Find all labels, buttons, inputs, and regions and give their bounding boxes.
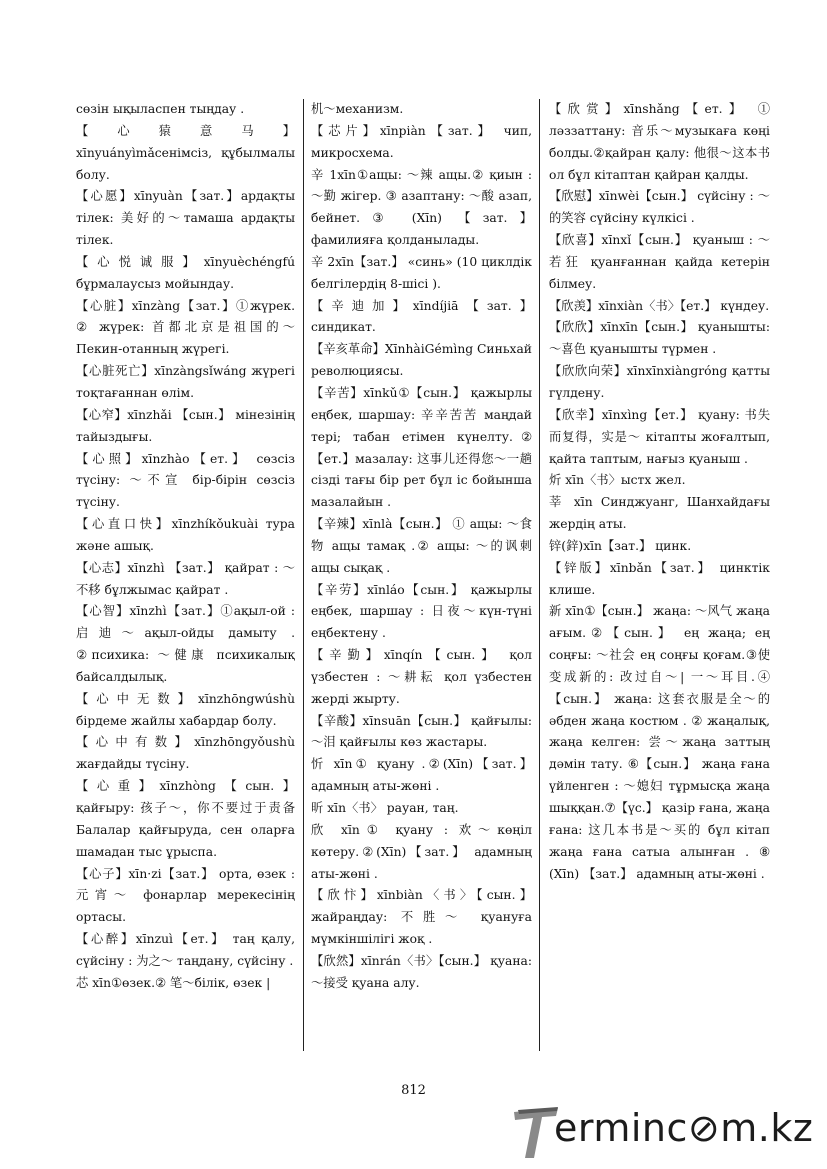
dictionary-entry: 【辛劳】xīnláo【сын.】 қажырлы еңбек, шаршау : 日夜～күн-түні еңбектену .: [311, 582, 532, 641]
dictionary-entry: 【心重】xīnzhòng【сын.】 қайғыру: 孩子～，你不要过于责备 Балалар қайғыруда, сен оларға шамадан тыс ұрыспа.: [76, 779, 295, 859]
dictionary-entry: 昕 xīn〈书〉 рауан, таң.: [311, 801, 459, 815]
dictionary-entry: 【心脏】xīnzàng【зат.】①жүрек. ② жүрек: 首都北京是祖国的～ Пекин-отанның жүрегі.: [76, 298, 295, 357]
dictionary-entry: 【欣忭】xīnbiàn〈书〉【сын.】 жайраңдау: 不胜～ қуануға мүмкіншілігі жоқ .: [311, 888, 532, 947]
dictionary-entry: 【心愿】xīnyuàn【зат.】ардақты тілек: 美好的～тамаша ардақты тілек.: [76, 189, 295, 248]
dictionary-entry: 【欣欣向荣】xīnxīnxiàngróng қатты гүлдену.: [549, 364, 770, 400]
column-divider: [539, 99, 540, 1051]
dictionary-entry: 【辛勤】xīnqín【сын.】 қол үзбестен : ～耕耘 қол үзбестен жерді жырту.: [311, 648, 532, 706]
column-middle: [311, 99, 532, 995]
dictionary-entry: 辛 2xīn【зат.】 «синь» (10 циклдік белгілердің 8-шісі ).: [311, 254, 532, 291]
dictionary-entry: 锌(鋅)xīn【зат.】 цинк.: [549, 538, 692, 553]
watermark-text: erminc⊘m.kz: [554, 1106, 814, 1150]
dictionary-entry: 【心脏死亡】xīnzàngsǐwáng жүрегі тоқтағаннан өлім.: [76, 364, 295, 400]
column-left: [76, 99, 295, 995]
dictionary-entry: 【 心 猿 意 马 】 xīnyuányìmǎсенімсіз, құбылмалы болу.: [76, 123, 295, 182]
dictionary-entry: 【心子】xīn·zi【зат.】 орта, өзек : 元宵～ фонарлар мерекесінің ортасы.: [76, 866, 295, 925]
dictionary-entry: 新 xīn①【сын.】 жаңа: ～风气 жаңа ағым.②【сын.】 ең жаңа; ең соңғы: ～社会 ең соңғы қоғам.③使变成新的: 改过自～| 一～耳目.④【сын.】 жаңа: 这套衣服是全～的 әбден жаңа костюм . ② жаңалық, жаңа келген: 尝～жаңа заттың дәмін тату. ⑥【сын.】 жаңа ғана үйленген : ～媳妇 тұрмысқа жаңа шыққан.⑦【үс.】 қазір ғана, жаңа ғана: 这几本书是～买的 бұл кітап жаңа ғана сатыа алынған . ⑧ (Xīn) 【зат.】 адамның аты-жөні .: [549, 604, 770, 881]
dictionary-entry: 【芯片】xīnpiàn【зат.】 чип, микросхема.: [311, 123, 532, 160]
page-number: 812: [401, 1083, 426, 1098]
dictionary-entry: 【欣幸】xīnxìng【ет.】 қуану: 书失而复得，实是～ кітапты жоғалтып, қайта таптым, нағыз қуаныш .: [549, 407, 770, 466]
dictionary-entry: 【欣慰】xīnwèi【сын.】 сүйсіну : ～的笑容 сүйсіну күлкісі .: [549, 189, 770, 226]
dictionary-entry: 【心照】xīnzhào【ет.】 сөзсіз түсіну: ～不宣 бір-бірін сөзсіз түсіну.: [76, 451, 295, 510]
dictionary-entry: 【欣喜】xīnxǐ【сын.】 қуаныш : ～若狂 қуанғаннан қайда кетерін білмеу.: [549, 233, 770, 291]
dictionary-entry: 【心直口快】xīnzhíkǒukuài тура және ашық.: [76, 517, 295, 553]
dictionary-entry: 【心中有数】xīnzhōngyǒushù жағдайды түсіну.: [76, 735, 295, 772]
dictionary-entry: сөзін ықыласпен тыңдау .: [76, 102, 245, 116]
dictionary-entry: 炘 xīn〈书〉ыстх жел.: [549, 473, 686, 488]
column-divider: [303, 99, 304, 1051]
column-right: [549, 99, 770, 885]
dictionary-entry: 芯 xīn①өзек.② 笔～білік, өзек |: [76, 975, 271, 990]
dictionary-entry: 【辛迪加】xīndíjiā【зат.】 синдикат.: [311, 298, 532, 335]
dictionary-entry: 【辛酸】xīnsuān【сын.】 қайғылы: ～泪 қайғылы көз жастары.: [311, 713, 532, 750]
dictionary-entry: 【欣欣】xīnxīn【сын.】 қуанышты: ～喜色 қуанышты түрмен .: [549, 320, 770, 357]
dictionary-entry: 【心悦诚服】xīnyuèchéngfú бұрмалаусыз мойындау.: [76, 254, 295, 291]
dictionary-entry: 忻 xīn① қуану .②(Xīn)【зат.】 адамның аты-жөні .: [311, 757, 532, 794]
dictionary-entry: 【心醉】xīnzuì【ет.】 таң қалу, сүйсіну : 为之～ таңдану, сүйсіну .: [76, 932, 295, 968]
dictionary-entry: 【辛亥革命】XīnhàiGémìng Синьхай революциясы.: [311, 342, 532, 379]
termincom-watermark: [512, 1100, 812, 1162]
dictionary-entry: 莘 xīn Синджуанг, Шанхайдағы жердің аты.: [549, 495, 770, 532]
dictionary-entry: 欣 xīn① қуану : 欢～көңіл көтеру.②(Xīn)【зат.】 адамның аты-жөні .: [311, 822, 532, 881]
dictionary-entry: 【心中无数】xīnzhōngwúshù бірдеме жайлы хабардар болу.: [76, 691, 295, 728]
dictionary-entry: 【欣赏】xīnshǎng【ет.】 ① ләззаттану: 音乐～музыкаға көңі болды.②қайран қалу: 他很～这本书 ол бұл кітаптан қайран қалды.: [549, 102, 770, 182]
dictionary-entry: 【欣然】xīnrán〈书〉【сын.】 қуана: ～接受 қуана алу.: [311, 953, 532, 990]
dictionary-entry: 【辛苦】xīnkǔ①【сын.】 қажырлы еңбек, шаршау: 辛辛苦苦 маңдай тері; табан етімен күнелту.②【ет.】мазалау: 这事儿还得您～一趟 сізді тағы бір рет бұл іс бойынша мазалайын .: [311, 385, 532, 510]
dictionary-entry: 【心志】xīnzhì 【зат.】 қайрат : ～不移 бұлжымас қайрат .: [76, 560, 295, 597]
dictionary-entry: 【心窄】xīnzhǎi 【сын.】 мінезінің тайыздығы.: [76, 407, 295, 444]
dictionary-entry: 【欣羡】xīnxiàn〈书〉【ет.】 күндеу.: [549, 298, 770, 313]
dictionary-entry: 机～механизм.: [311, 102, 404, 116]
dictionary-entry: 【心智】xīnzhì【зат.】①ақыл-ой : 启迪～ақыл-ойды дамыту . ②психика: ～健康 психикалық байсалдылық.: [76, 604, 295, 684]
dictionary-entry: 【锌版】xīnbǎn【зат.】 цинктік клише.: [549, 560, 770, 597]
dictionary-entry: 【辛辣】xīnlà【сын.】 ① ащы: ～食物 ащы тамақ .② ащы: ～的讽刺 ащы сықақ .: [311, 517, 532, 575]
dictionary-entry: 辛 1xīn①ащы: ～辣 ащы.② қиын : ～勤 жігер. ③ азаптану: ～酸 азап, бейнет.③ (Xīn) 【зат.】 фамилияға қолданылады.: [311, 167, 532, 248]
